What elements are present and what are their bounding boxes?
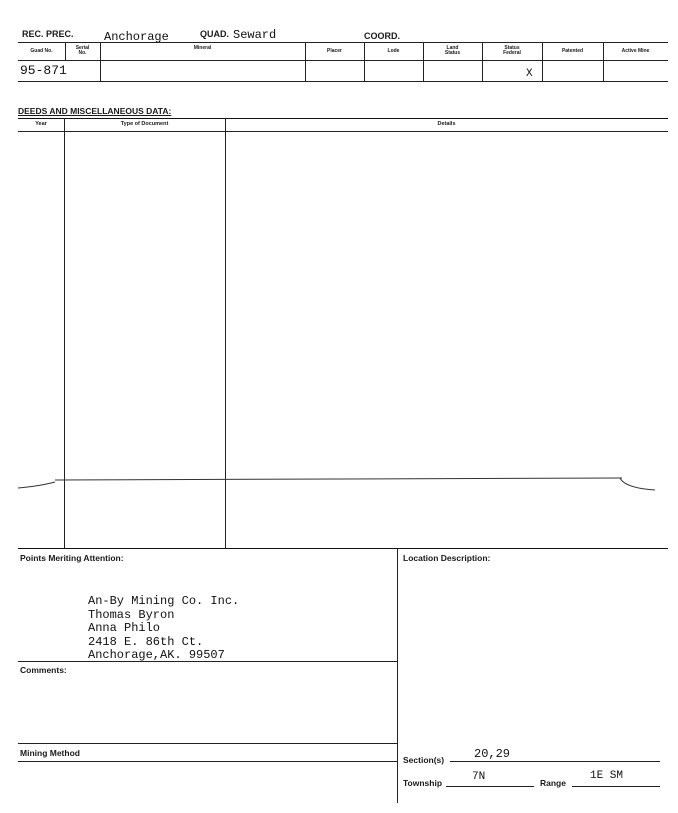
owner-address-block xyxy=(88,595,239,663)
status-federal-mark: X xyxy=(526,68,533,80)
owner-line: An-By Mining Co. Inc. xyxy=(88,594,240,608)
col-guad-no: Guad No. xyxy=(30,47,53,54)
rec-prec-value: Anchorage xyxy=(104,30,169,44)
township-line xyxy=(446,786,534,787)
sections-line xyxy=(450,761,660,762)
range-line xyxy=(572,786,660,787)
owner-line: Anchorage,AK. 99507 xyxy=(88,648,225,662)
quad-label: QUAD. xyxy=(200,29,229,39)
comments-rule xyxy=(18,661,397,662)
col-type-of-document: Type of Document xyxy=(120,121,169,127)
mining-method-underline xyxy=(18,761,397,762)
owner-line: 2418 E. 86th Ct. xyxy=(88,634,204,649)
quad-value: Seward xyxy=(233,28,277,42)
sections-label: Section(s) xyxy=(403,755,445,765)
sections-value: 20,29 xyxy=(474,747,511,761)
col-serial-no: Serial No. xyxy=(75,45,90,56)
mining-method-rule xyxy=(18,743,397,744)
township-label: Township xyxy=(403,778,443,788)
bottom-center-divider xyxy=(397,548,398,803)
rec-prec-label: REC. PREC. xyxy=(22,29,74,39)
deeds-section-title: DEEDS AND MISCELLANEOUS DATA: xyxy=(18,106,172,116)
col-active-mine: Active Mine xyxy=(621,47,650,54)
header-mid-rule xyxy=(18,60,668,61)
bottom-section-top-rule xyxy=(18,548,668,549)
owner-line: Thomas Byron xyxy=(88,607,175,622)
points-meriting-attention-label: Points Meriting Attention: xyxy=(20,553,124,563)
guad-no-value: 95-871 xyxy=(20,63,67,78)
range-label: Range xyxy=(540,778,566,788)
mining-method-label: Mining Method xyxy=(20,748,80,758)
owner-line: Anna Philo xyxy=(88,621,161,635)
fold-line xyxy=(0,470,678,500)
col-mineral: Mineral xyxy=(193,44,212,51)
header-bottom-rule xyxy=(18,81,668,82)
col-year: Year xyxy=(35,121,47,127)
col-lode: Lode xyxy=(387,47,400,54)
deeds-header-rule xyxy=(18,131,668,132)
col-placer: Placer xyxy=(326,47,342,54)
comments-label: Comments: xyxy=(20,665,67,675)
coord-label: COORD. xyxy=(364,31,400,41)
township-value: 7N xyxy=(472,771,486,783)
col-patented: Patented xyxy=(561,47,584,54)
location-description-label: Location Description: xyxy=(403,553,491,563)
range-value: 1E SM xyxy=(590,770,624,782)
col-land-status: Land Status xyxy=(444,45,461,56)
col-status-federal: Status Federal xyxy=(503,45,521,56)
col-details: Details xyxy=(437,121,456,127)
